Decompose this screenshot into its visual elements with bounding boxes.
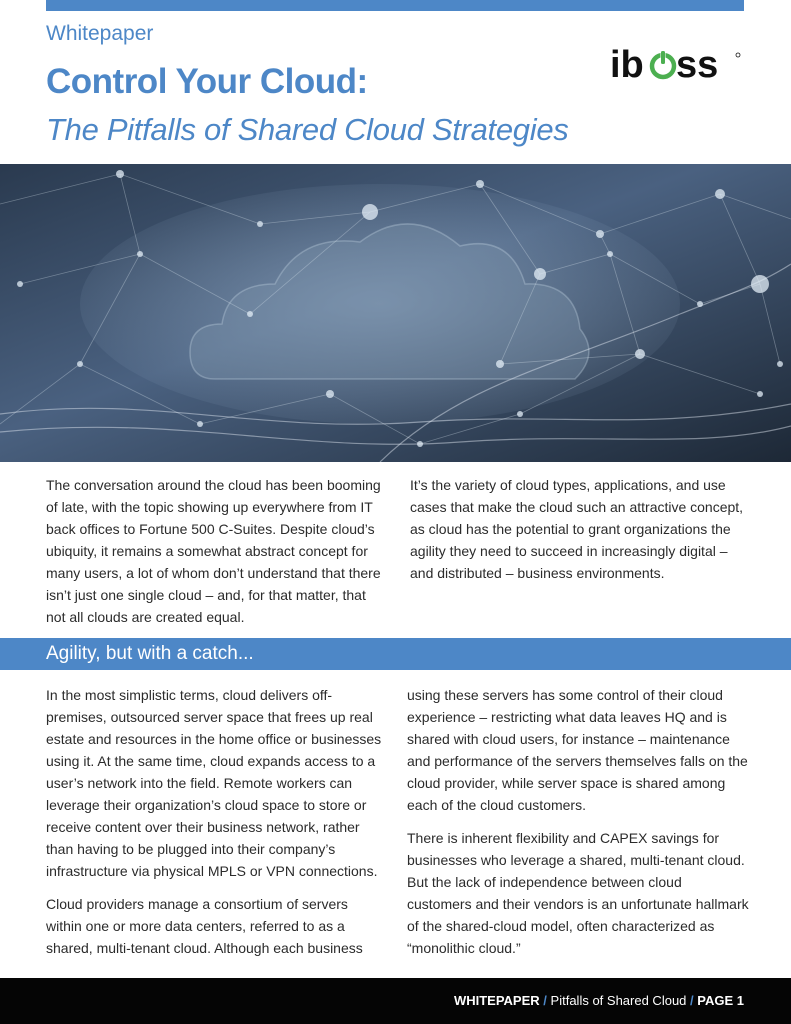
top-accent-bar (46, 0, 744, 11)
footer-page-number: PAGE 1 (697, 993, 744, 1008)
page-footer (0, 978, 791, 1024)
svg-text:ib: ib (610, 44, 644, 84)
footer-doc-type: WHITEPAPER (453, 993, 540, 1008)
intro-text-right: It’s the variety of cloud types, applications, and use cases that make the cloud such an attractive concept, as cloud has the potential to grant organizations the agility they need to succeed in increasingly digital – and distributed – business environments. (410, 477, 744, 581)
footer-separator: / (543, 993, 547, 1008)
document-type-label: Whitepaper (46, 22, 154, 45)
intro-paragraph-right (410, 474, 750, 595)
power-icon (652, 50, 674, 77)
body-column-right (407, 684, 749, 970)
page-subtitle: The Pitfalls of Shared Cloud Strategies (46, 112, 569, 147)
body-paragraph: There is inherent flexibility and CAPEX savings for businesses who leverage a shared, multi-tenant cloud. But the lack of independence between cloud customers and their vendors is an unfortunate hallmark of the shared-cloud model, often characterized as “monolithic cloud.” (407, 830, 749, 956)
body-paragraph: In the most simplistic terms, cloud delivers off-premises, outsourced server space that frees up real estate and resources in the home office or businesses using it. At the same time, cloud expands access to a user’s network into the field. Remote workers can leverage their organization’s cloud space to store or receive content over their business network, rather than having to be plugged into their company’s infrastructure via physical MPLS or VPN connections. (46, 687, 382, 879)
footer-separator: / (690, 993, 694, 1008)
iboss-logo (608, 44, 744, 84)
body-column-left (46, 684, 384, 970)
intro-text-left: The conversation around the cloud has been booming of late, with the topic showing up everywhere from IT back offices to Fortune 500 C-Suites. Despite cloud’s ubiquity, it remains a somewhat abstract concept for many users, a lot of whom don’t understand that there isn’t just one single cloud – and, for that matter, that not all clouds are created equal. (46, 477, 381, 625)
page-title: Control Your Cloud: (46, 62, 368, 101)
body-paragraph: using these servers has some control of their cloud experience – restricting what data leaves HQ and is shared with cloud users, for instance – maintenance and performance of the servers themselves falls on the cloud provider, while server space is shared among each of the cloud customers. (407, 687, 748, 813)
body-paragraph: Cloud providers manage a consortium of servers within one or more data centers, referred to as a shared, multi-tenant cloud. Although each business (46, 896, 363, 956)
intro-paragraph-left (46, 474, 384, 639)
hero-cloud-network-image (0, 164, 791, 462)
section-heading: Agility, but with a catch... (46, 643, 254, 664)
section-heading-band (0, 638, 791, 670)
footer-text (454, 993, 744, 1008)
svg-text:ss: ss (676, 44, 719, 84)
footer-doc-title: Pitfalls of Shared Cloud (550, 993, 687, 1008)
